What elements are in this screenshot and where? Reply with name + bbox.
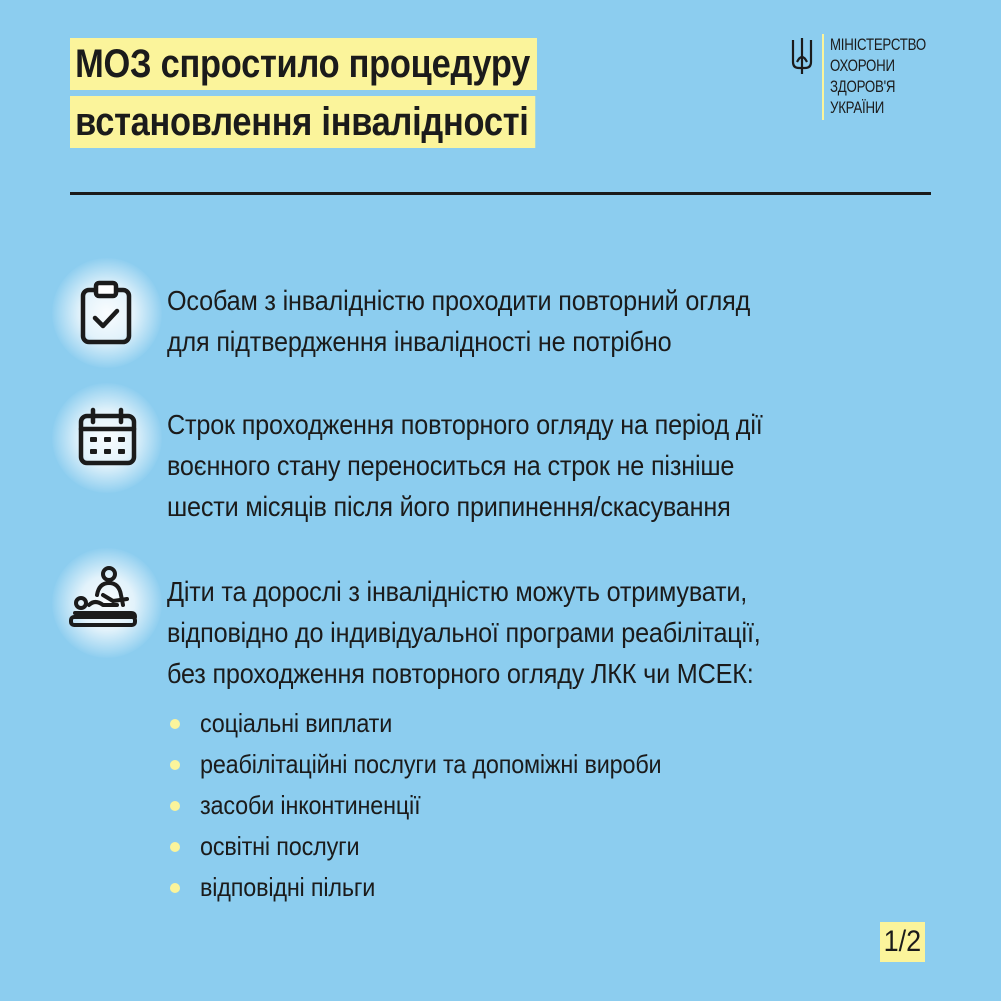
ministry-logo — [790, 34, 953, 120]
bullet-dot — [170, 719, 180, 729]
trident-icon — [790, 36, 814, 76]
bullet-dot — [170, 801, 180, 811]
list-item-text: засоби інконтиненції — [200, 790, 421, 820]
title-line-1: МОЗ спростило процедуру — [70, 38, 537, 90]
logo-divider — [822, 34, 824, 120]
item-text — [167, 280, 750, 362]
list-item — [170, 703, 713, 744]
logo-text — [830, 34, 926, 120]
logo-line-3: ЗДОРОВ'Я — [830, 77, 896, 96]
item-text — [167, 404, 763, 527]
item-line: відповідно до індивідуальної програми реабілітації, — [167, 617, 761, 648]
item-line: Діти та дорослі з інвалідністю можуть отримувати, — [167, 576, 748, 607]
list-item-text: відповідні пільги — [200, 872, 376, 902]
logo-line-2: ОХОРОНИ — [830, 56, 895, 75]
page-title — [70, 38, 613, 154]
list-item — [170, 785, 713, 826]
header-divider — [70, 192, 931, 195]
bullet-dot — [170, 760, 180, 770]
page-indicator: 1/2 — [880, 922, 925, 962]
calendar-icon — [78, 407, 138, 467]
item-line: Особам з інвалідністю проходити повторний огляд — [167, 285, 751, 316]
list-item — [170, 826, 713, 867]
rehabilitation-icon — [67, 565, 139, 633]
title-line-2: встановлення інвалідності — [70, 96, 535, 148]
list-item-text: соціальні виплати — [200, 708, 393, 738]
item-line: воєнного стану переноситься на строк не пізніше — [167, 450, 735, 481]
logo-line-4: УКРАЇНИ — [830, 98, 885, 117]
item-line: шести місяців після його припинення/скасування — [167, 491, 731, 522]
clipboard-check-icon — [79, 280, 135, 346]
item-line: Строк проходження повторного огляду на період дії — [167, 409, 763, 440]
bullet-dot — [170, 842, 180, 852]
item-line: для підтвердження інвалідності не потрібно — [167, 326, 672, 357]
item-line: без проходження повторного огляду ЛКК чи МСЕК: — [167, 658, 754, 689]
item-text — [167, 571, 761, 694]
logo-line-1: МІНІСТЕРСТВО — [830, 35, 926, 54]
list-item-text: реабілітаційні послуги та допоміжні вироби — [200, 749, 662, 779]
list-item — [170, 867, 713, 908]
list-item — [170, 744, 713, 785]
bullet-dot — [170, 883, 180, 893]
list-item-text: освітні послуги — [200, 831, 360, 861]
bullet-list — [170, 703, 713, 908]
